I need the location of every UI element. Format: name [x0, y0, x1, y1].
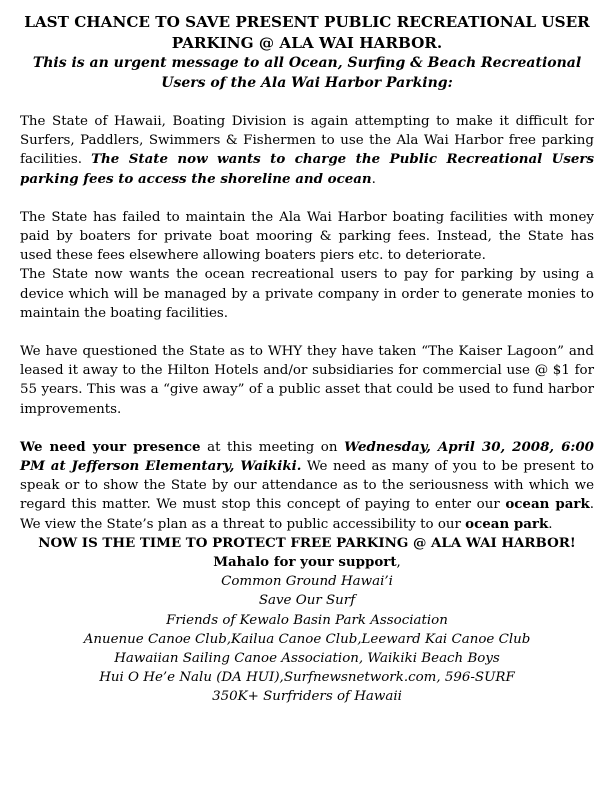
signoff: [20, 553, 594, 572]
signatory: Common Ground Hawai’i: [221, 574, 393, 590]
signatory: Friends of Kewalo Basin Park Association: [166, 612, 448, 628]
page-title: LAST CHANCE TO SAVE PRESENT PUBLIC RECREATIONAL USER PARKING @ ALA WAI HARBOR.: [24, 13, 590, 52]
meeting-text-4: .: [548, 516, 553, 532]
signatory-list: [20, 572, 594, 706]
paragraph-spacer: [20, 323, 594, 342]
paragraph-end: .: [371, 171, 376, 187]
call-to-action: NOW IS THE TIME TO PROTECT FREE PARKING @ ALA WAI HARBOR!: [38, 534, 576, 551]
page-subtitle: This is an urgent message to all Ocean, Surfing & Beach Recreational Users of the Ala Wai Harbor Parking:: [32, 55, 582, 91]
signoff-thanks: Mahalo for your support: [213, 554, 397, 571]
meeting-text-1: at this meeting on: [200, 439, 345, 455]
signatory: Save Our Surf: [258, 593, 356, 609]
signatory: 350K+ Surfriders of Hawaii: [212, 689, 402, 705]
paragraph-kaiser-lagoon: We have questioned the State as to WHY they have taken “The Kaiser Lagoon” and leased it away to the Hilton Hotels and/or subsidiaries for commercial use @ $1 for 55 years. This was a “give away” of a public asset that could be used to fund harbor improvements.: [20, 344, 594, 417]
paragraph-text: The State of Hawaii, Boating Division is again attempting to make it difficult for Surfers, Paddlers, Swimmers & Fishermen to use the Ala Wai Harbor free parking facilities.: [20, 114, 594, 168]
meeting-text-3: . We view the State’s plan as a threat to public accessibility to our: [20, 497, 594, 532]
paragraph-private-company: The State now wants the ocean recreational users to pay for parking by using a device which will be managed by a private company in order to generate monies to maintain the boating facilities.: [20, 267, 594, 321]
signatory: Anuenue Canoe Club,Kailua Canoe Club,Leeward Kai Canoe Club: [83, 631, 531, 647]
paragraph-meeting: [20, 438, 594, 534]
signatory: Hui O He’e Nalu (DA HUI),Surfnewsnetwork.com, 596-SURF: [99, 670, 515, 686]
paragraph-spacer: [20, 189, 594, 208]
signoff-comma: ,: [396, 555, 401, 571]
paragraph-spacer: [20, 419, 594, 438]
emphasis-text: The State now wants to charge the Public Recreational Users parking fees to access the shoreline and ocean: [20, 151, 594, 187]
paragraph-maintenance: The State has failed to maintain the Ala Wai Harbor boating facilities with money paid by boaters for private boat mooring & parking fees. Instead, the State has used these fees elsewhere allowing boaters piers etc. to deteriorate.: [20, 209, 594, 264]
ocean-park-term: ocean park: [505, 496, 590, 513]
paragraph-parking-fees: [20, 112, 594, 189]
meeting-text-2: We need as many of you to be present to speak or to show the State by our attendance as to the seriousness with which we regard this matter. We must stop this concept of paying to enter our: [20, 459, 594, 513]
signatory: Hawaiian Sailing Canoe Association, Waikiki Beach Boys: [114, 651, 500, 667]
paragraph-spacer: [20, 93, 594, 112]
meeting-lead: We need your presence: [20, 438, 201, 455]
meeting-details: Wednesday, April 30, 2008, 6:00 PM at Jefferson Elementary, Waikiki.: [20, 438, 594, 475]
ocean-park-term: ocean park: [465, 515, 549, 532]
